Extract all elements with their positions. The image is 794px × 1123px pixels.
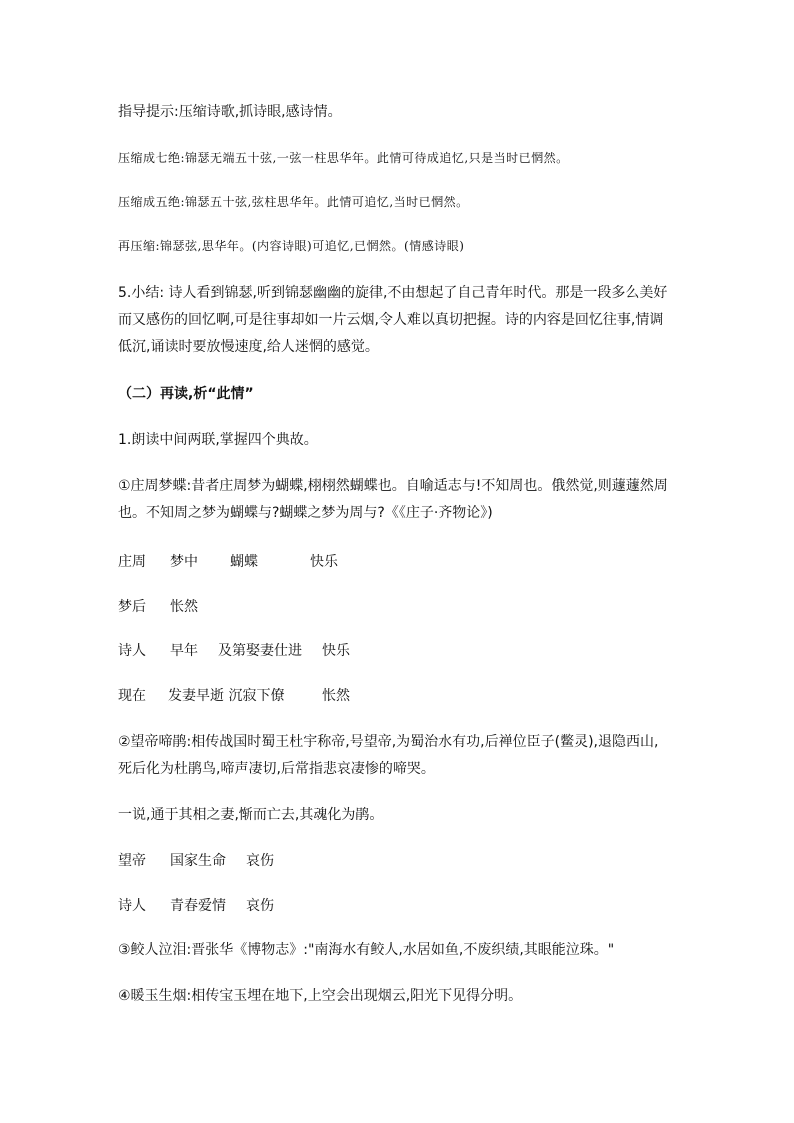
row-cell: 怅然 — [322, 688, 350, 704]
compress-again-text: 再压缩:锦瑟弦,思华年。(内容诗眼)可追忆,已惘然。(情感诗眼) — [118, 239, 465, 253]
allusion-jiaoren-text: ③鲛人泣泪:晋张华《博物志》:"南海水有鲛人,水居如鱼,不废织绩,其眼能泣珠。" — [118, 942, 615, 958]
item-1-text: 1.朗读中间两联,掌握四个典故。 — [118, 432, 318, 448]
row-cell: 蝴蝶 — [230, 554, 258, 570]
row-cell: 及第娶妻仕进 — [218, 643, 302, 659]
allusion-zhuangzhou-line-2: 也。不知周之梦为蝴蝶与?蝴蝶之梦为周与?《《庄子·齐物论》) — [118, 505, 493, 521]
row-cell: 哀伤 — [246, 853, 274, 869]
row-cell: 现在 — [118, 688, 146, 704]
alternate-legend-text: 一说,通于其相之妻,惭而亡去,其魂化为鹃。 — [118, 807, 384, 823]
compress-seven-text: 压缩成七绝:锦瑟无端五十弦,一弦一柱思华年。此情可待成追忆,只是当时已惘然。 — [118, 151, 569, 165]
summary-line-2: 而又感伤的回忆啊,可是往事却如一片云烟,令人难以真切把握。诗的内容是回忆往事,情调 — [118, 312, 664, 328]
summary-line-3: 低沉,诵读时要放慢速度,给人迷惘的感觉。 — [118, 339, 379, 355]
allusion-wangdi-line-2: 死后化为杜鹃鸟,啼声凄切,后常指悲哀凄惨的啼哭。 — [118, 761, 435, 777]
summary-line-1: 5.小结: 诗人看到锦瑟,听到锦瑟幽幽的旋律,不由想起了自己青年时代。那是一段多么美好 — [118, 285, 668, 301]
row-cell: 诗人 — [118, 643, 146, 659]
guidance-text: 指导提示:压缩诗歌,抓诗眼,感诗情。 — [118, 104, 342, 120]
allusion-nuanyu-text: ④暖玉生烟:相传宝玉埋在地下,上空会出现烟云,阳光下见得分明。 — [118, 988, 523, 1004]
row-cell: 国家生命 — [170, 853, 226, 869]
section-heading: （二）再读,析“此情” — [118, 386, 254, 402]
row-cell: 快乐 — [322, 643, 350, 659]
row-cell: 青春爱情 — [170, 898, 226, 914]
row-cell: 庄周 — [118, 554, 146, 570]
row-cell: 哀伤 — [246, 898, 274, 914]
row-cell: 快乐 — [310, 554, 338, 570]
row-cell: 发妻早逝 沉寂下僚 — [168, 688, 285, 704]
compress-five-text: 压缩成五绝:锦瑟五十弦,弦柱思华年。此情可追忆,当时已惘然。 — [118, 195, 469, 209]
row-cell: 望帝 — [118, 853, 146, 869]
row-cell: 诗人 — [118, 898, 146, 914]
row-cell: 梦后 — [118, 599, 146, 615]
allusion-zhuangzhou-line-1: ①庄周梦蝶:昔者庄周梦为蝴蝶,栩栩然蝴蝶也。自喻适志与!不知周也。俄然觉,则蘧蘧然周 — [118, 478, 668, 494]
row-cell: 怅然 — [170, 599, 198, 615]
allusion-wangdi-line-1: ②望帝啼鹃:相传战国时蜀王杜宇称帝,号望帝,为蜀治水有功,后禅位臣子(鳖灵),退隐西山, — [118, 734, 659, 750]
row-cell: 早年 — [170, 643, 198, 659]
row-cell: 梦中 — [170, 554, 198, 570]
